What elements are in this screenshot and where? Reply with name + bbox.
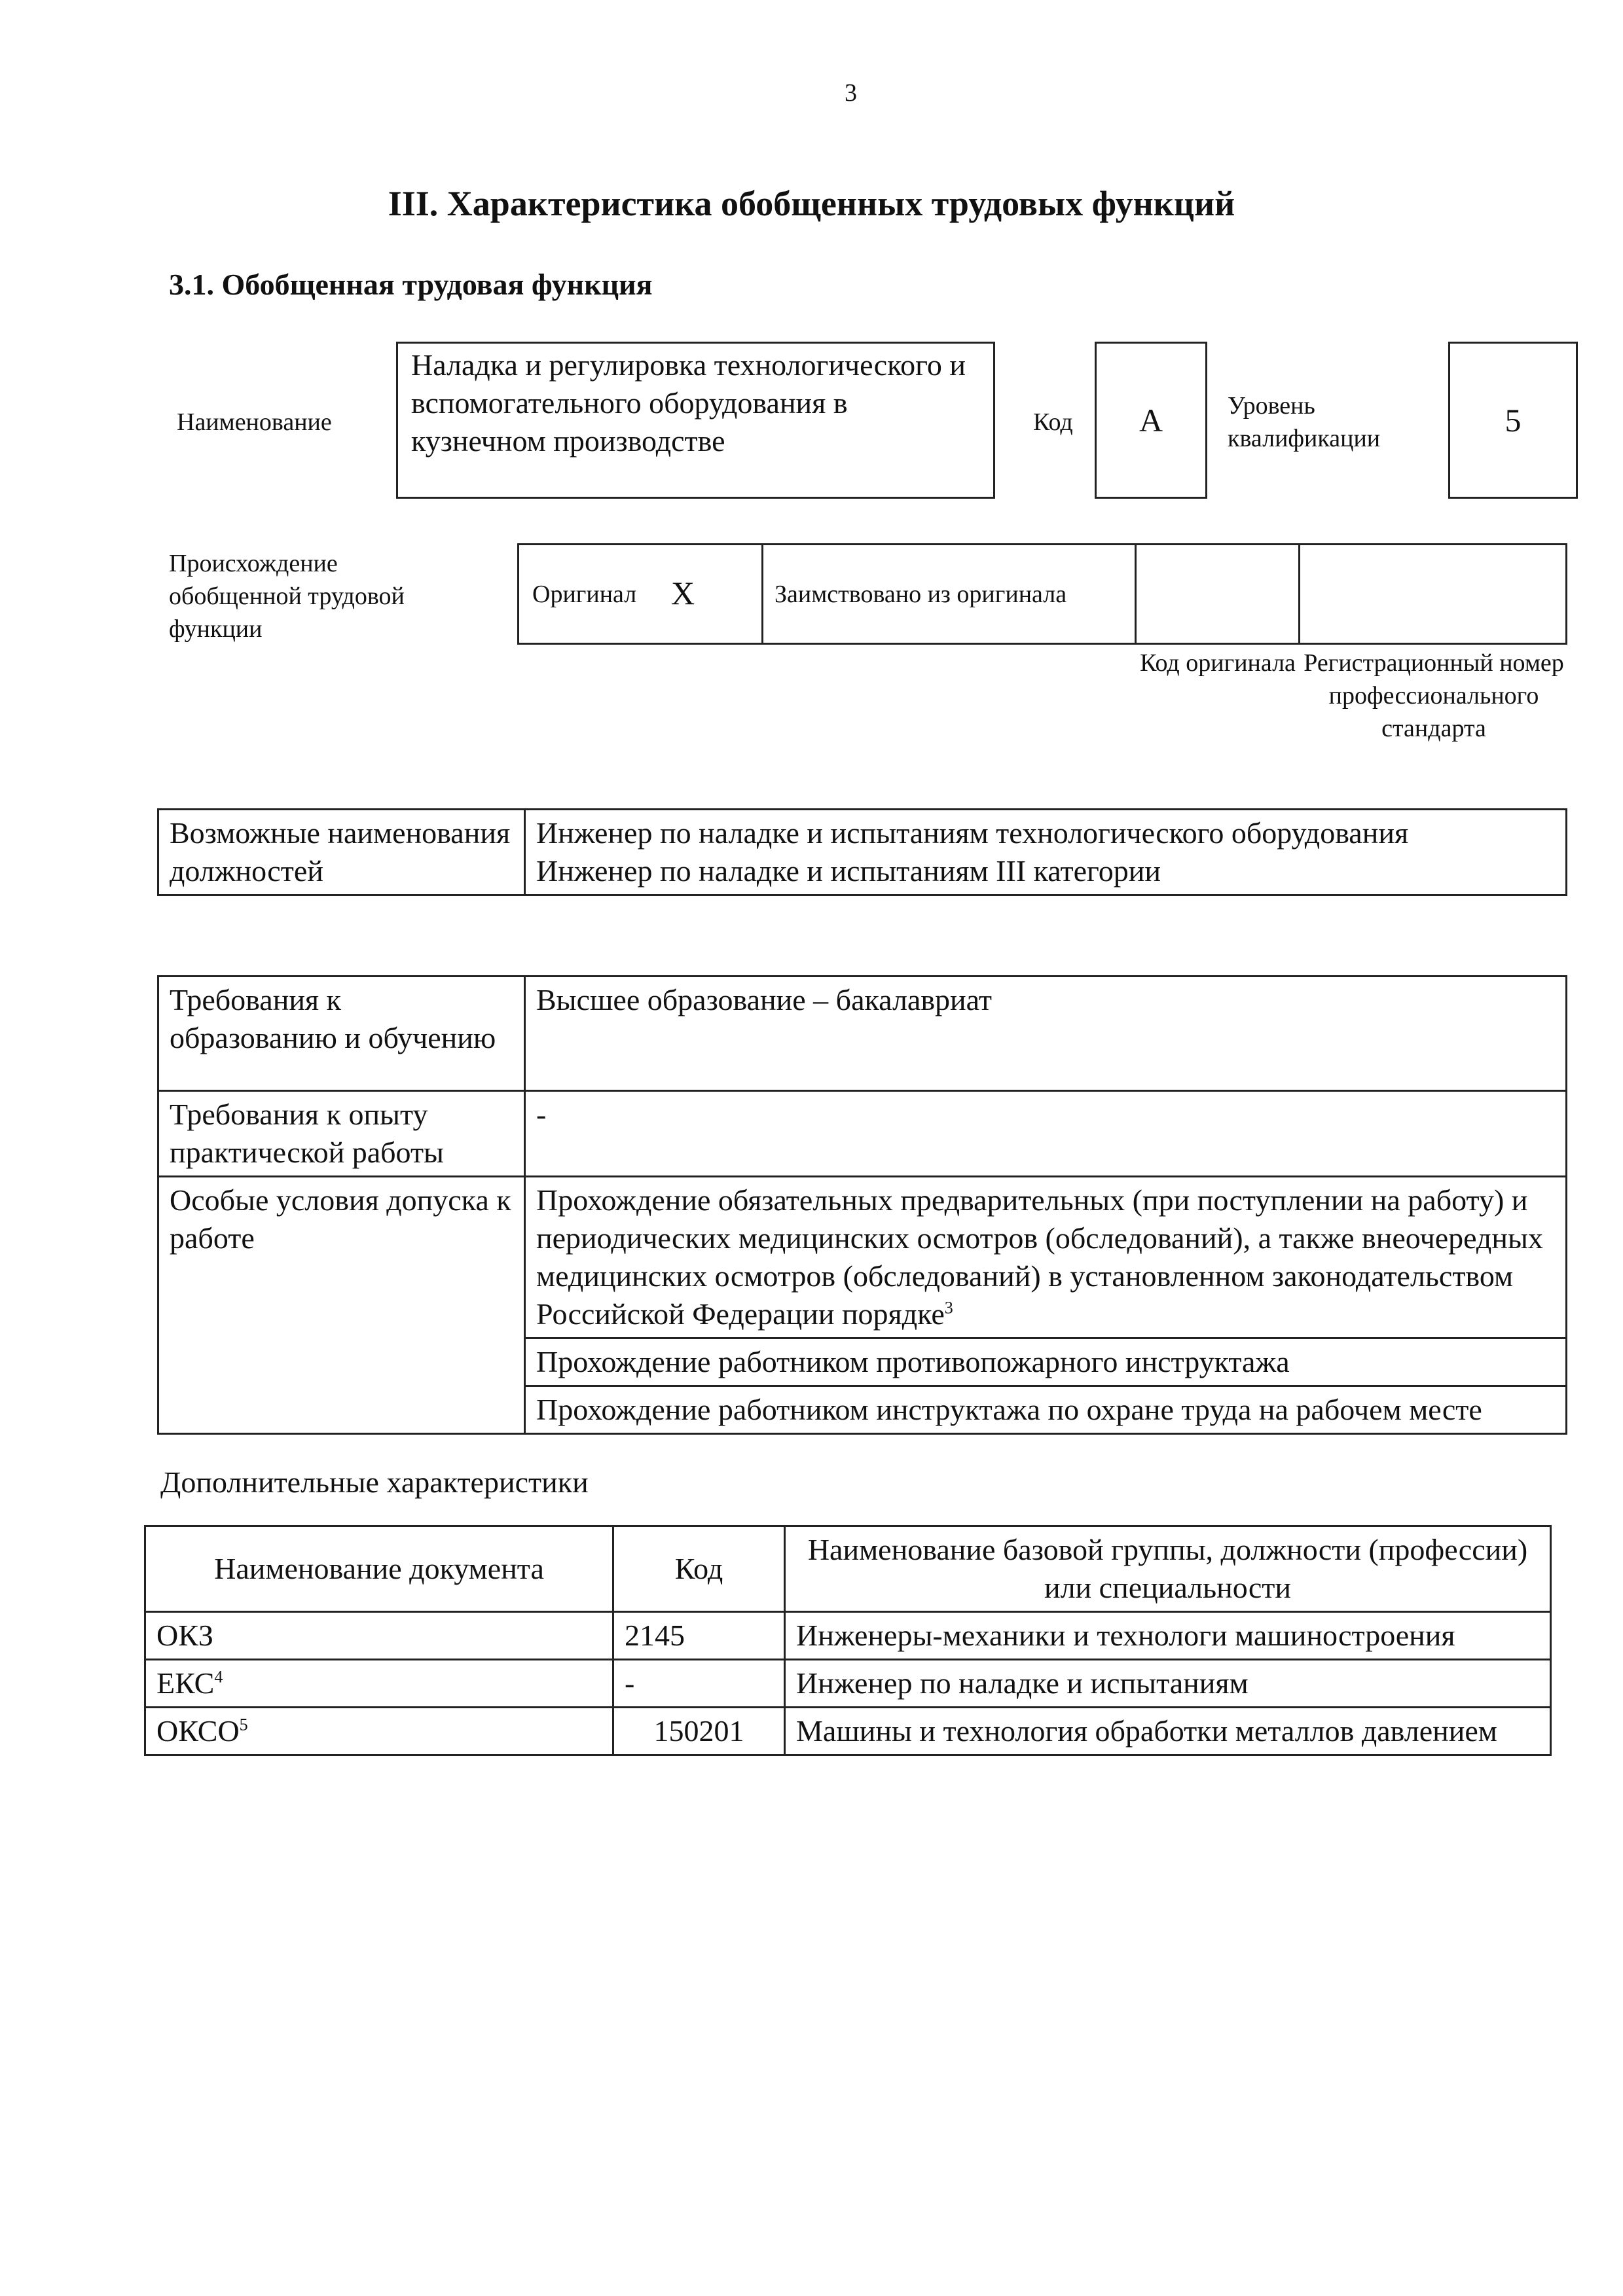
doc-cell <box>145 1660 613 1708</box>
special-value: Прохождение работником инструктажа по охране труда на рабочем месте <box>525 1386 1567 1434</box>
positions-table <box>157 808 1567 896</box>
name-value: Наладка и регулировка технологического и вспомогательного оборудования в кузнечном производстве <box>411 348 966 457</box>
origin-borrowed-label: Заимствовано из оригинала <box>775 581 1067 608</box>
origin-label: Происхождение обобщенной трудовой функции <box>169 550 405 643</box>
requirements-table <box>157 975 1567 1435</box>
doc-name: ОКЗ <box>156 1619 213 1652</box>
subsection-title: 3.1. Обобщенная трудовая функция <box>169 268 653 301</box>
special-row <box>158 1177 1567 1338</box>
table-row <box>145 1612 1551 1660</box>
position-item: Инженер по наладке и испытаниям III категории <box>536 854 1161 888</box>
origin-table <box>517 543 1567 645</box>
footnote-ref: 4 <box>214 1667 223 1687</box>
header-name: Наименование базовой группы, должности (профессии) или специальности <box>785 1526 1551 1612</box>
experience-value: - <box>525 1091 1567 1177</box>
additional-table <box>144 1525 1552 1756</box>
additional-header-row <box>145 1526 1551 1612</box>
origin-original-label: Оригинал <box>532 581 637 608</box>
education-label: Требования к образованию и обучению <box>158 977 525 1091</box>
header-code: Код <box>613 1526 785 1612</box>
level-value-box <box>1448 342 1578 499</box>
name-label: Наименование <box>177 408 332 436</box>
doc-name: ЕКС <box>156 1666 215 1700</box>
table-row <box>145 1660 1551 1708</box>
footnote-ref: 3 <box>944 1298 953 1318</box>
doc-name: ОКСО <box>156 1714 240 1748</box>
doc-cell <box>145 1708 613 1755</box>
education-value: Высшее образование – бакалавриат <box>525 977 1567 1091</box>
code-cell: 2145 <box>613 1612 785 1660</box>
reg-number-caption: Регистрационный номер профессионального стандарта <box>1304 649 1564 742</box>
special-value: Прохождение работником противопожарного инструктажа <box>525 1338 1567 1386</box>
level-value: 5 <box>1504 402 1522 439</box>
group-name-cell: Инженеры-механики и технологи машиностроения <box>785 1612 1551 1660</box>
doc-cell <box>145 1612 613 1660</box>
section-title: III. Характеристика обобщенных трудовых функций <box>388 184 1235 223</box>
header-doc: Наименование документа <box>145 1526 613 1612</box>
code-cell: 150201 <box>613 1708 785 1755</box>
position-item: Инженер по наладке и испытаниям технологического оборудования <box>536 816 1409 850</box>
footnote-ref: 5 <box>239 1715 248 1734</box>
experience-label: Требования к опыту практической работы <box>158 1091 525 1177</box>
group-name-cell: Инженер по наладке и испытаниям <box>785 1660 1551 1708</box>
code-cell: - <box>613 1660 785 1708</box>
code-label: Код <box>1033 408 1073 436</box>
level-label: Уровень квалификации <box>1228 392 1381 452</box>
experience-row <box>158 1091 1567 1177</box>
additional-title: Дополнительные характеристики <box>160 1465 589 1499</box>
special-value <box>525 1177 1567 1338</box>
positions-values <box>525 810 1567 895</box>
page-number: 3 <box>845 79 857 107</box>
special-label: Особые условия допуска к работе <box>158 1177 525 1434</box>
origin-original-mark: Х <box>671 575 695 611</box>
code-original-caption: Код оригинала <box>1140 649 1296 677</box>
education-row <box>158 977 1567 1091</box>
special-value-text: Прохождение обязательных предварительных (при поступлении на работу) и периодических медицинских осмотров (обследований), а также внеочередных медицинских осмотров (обследований) в установленном законодательством Российской Федерации порядке <box>536 1183 1543 1331</box>
name-value-box <box>396 342 995 499</box>
table-row <box>145 1708 1551 1755</box>
code-value-box <box>1095 342 1207 499</box>
group-name-cell: Машины и технология обработки металлов давлением <box>785 1708 1551 1755</box>
code-value: А <box>1139 402 1163 439</box>
positions-row <box>158 810 1567 895</box>
positions-label: Возможные наименования должностей <box>158 810 525 895</box>
